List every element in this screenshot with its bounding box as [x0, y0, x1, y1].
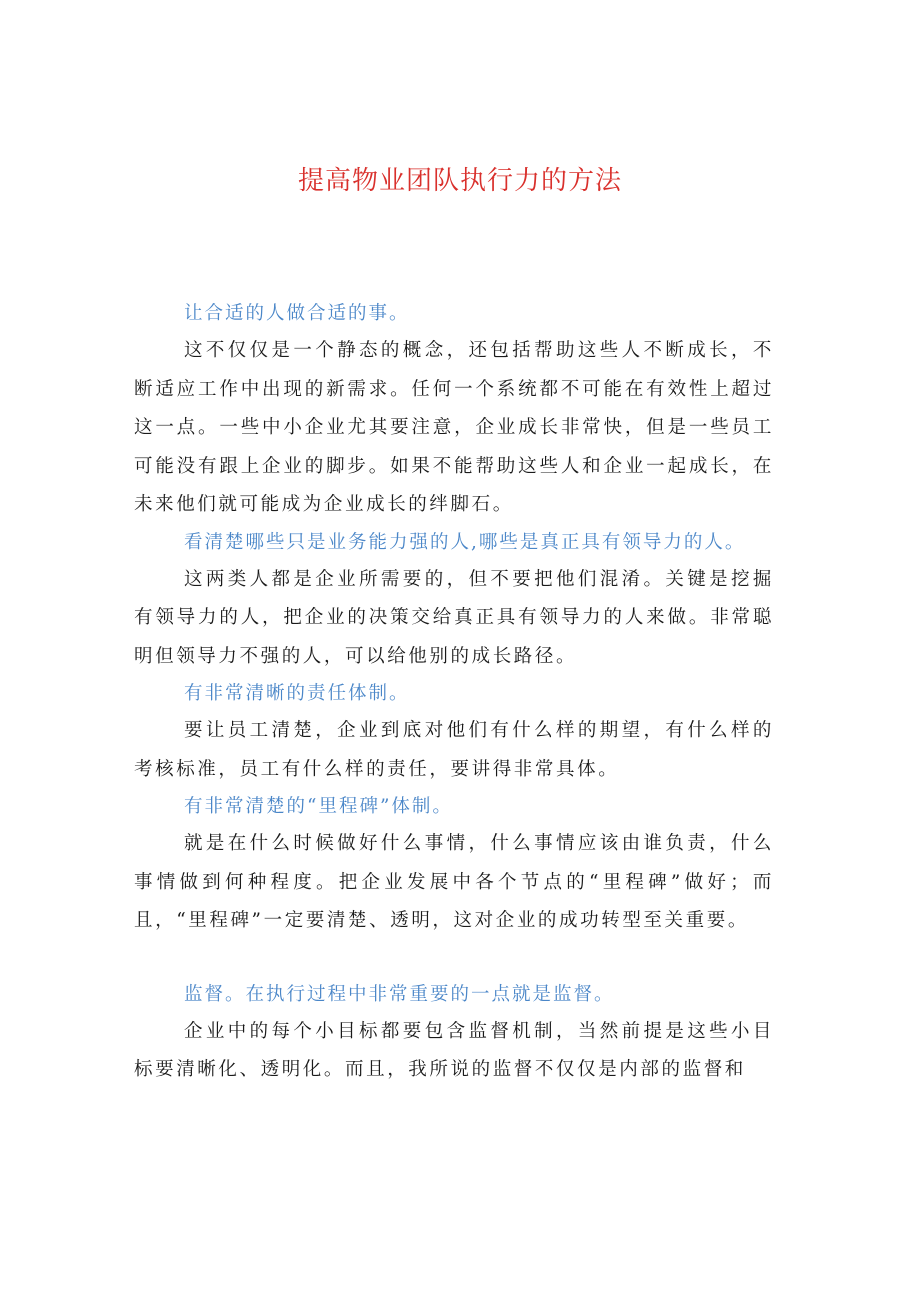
section-heading-4: 有非常清楚的“里程碑”体制。 — [184, 796, 453, 817]
section-paragraph-3: 要让员工清楚，企业到底对他们有什么样的期望，有什么样的考核标准，员工有什么样的责任，要讲得非常具体。 — [134, 720, 774, 780]
document-body — [134, 296, 774, 1090]
section-paragraph-1: 这不仅仅是一个静态的概念，还包括帮助这些人不断成长，不断适应工作中出现的新需求。任何一个系统都不可能在有效性上超过这一点。一些中小企业尤其要注意，企业成长非常快，但是一些员工可能没有跟上企业的脚步。如果不能帮助这些人和企业一起成长，在未来他们就可能成为企业成长的绊脚石。 — [134, 340, 774, 515]
section-paragraph-5: 企业中的每个小目标都要包含监督机制，当然前提是这些小目标要清晰化、透明化。而且，我所说的监督不仅仅是内部的监督和 — [134, 1020, 774, 1080]
section-paragraph-4: 就是在什么时候做好什么事情，什么事情应该由谁负责，什么事情做到何种程度。把企业发展中各个节点的“里程碑”做好；而且，“里程碑”一定要清楚、透明，这对企业的成功转型至关重要。 — [134, 833, 774, 931]
section-paragraph-2: 这两类人都是企业所需要的，但不要把他们混淆。关键是挖掘有领导力的人，把企业的决策交给真正具有领导力的人来做。非常聪明但领导力不强的人，可以给他别的成长路径。 — [134, 568, 774, 667]
section-heading-3: 有非常清晰的责任体制。 — [184, 683, 410, 704]
section-heading-5: 监督。在执行过程中非常重要的一点就是监督。 — [184, 983, 615, 1005]
section-heading-1: 让合适的人做合适的事。 — [184, 303, 410, 324]
section-heading-2: 看清楚哪些只是业务能力强的人,哪些是真正具有领导力的人。 — [184, 531, 746, 553]
section-spacer — [134, 941, 774, 977]
document-title: 提高物业团队执行力的方法 — [297, 166, 622, 196]
